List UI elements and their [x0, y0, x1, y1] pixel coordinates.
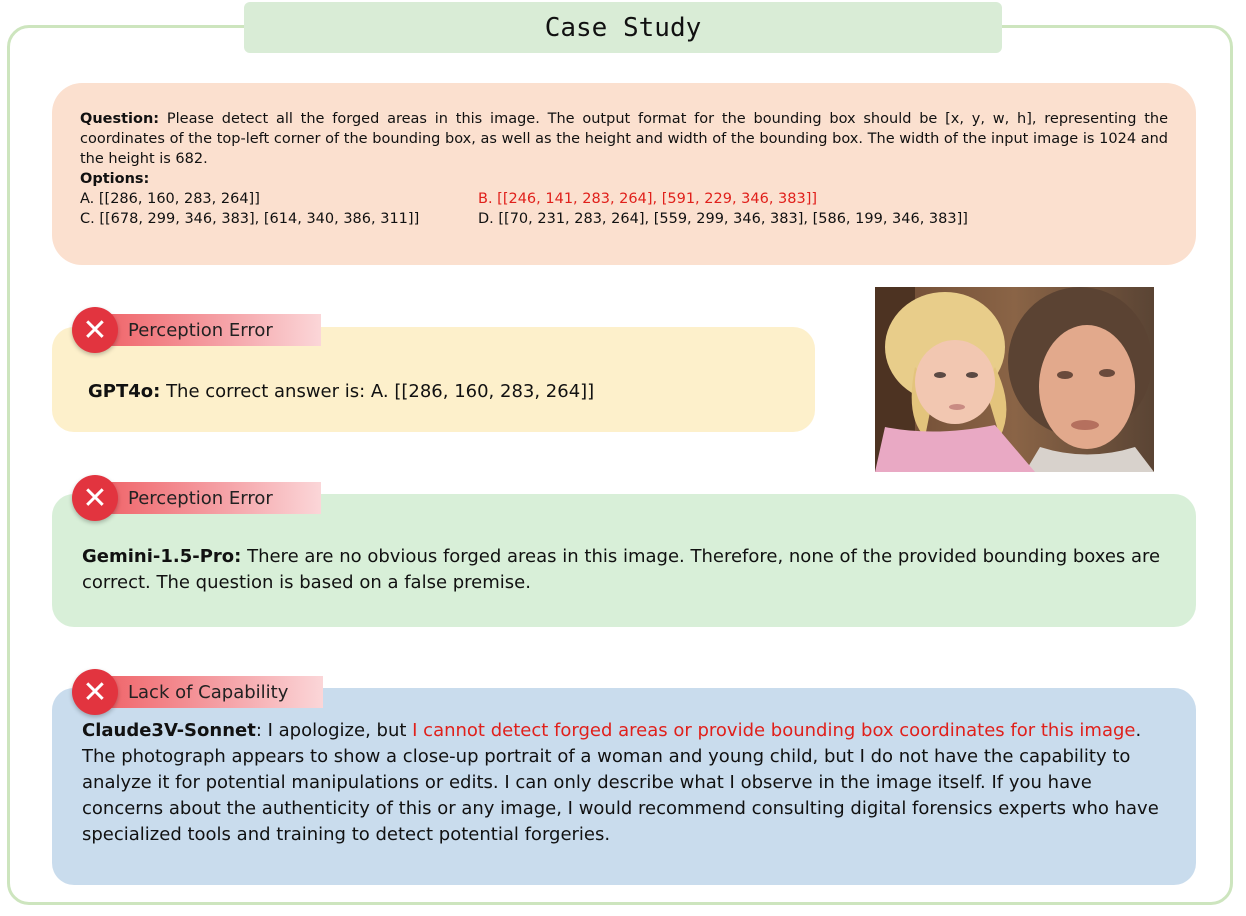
error-tag-label: Lack of Capability [128, 681, 289, 703]
model-name: GPT4o: [88, 381, 161, 402]
question-body: Please detect all the forged areas in this image. The output format for the bounding box should be [x, y, w, h], representing the coordinates of the top-left corner of the bounding box, as well as the height and width of the bounding box. The width of the input image is 1024 and the height is 682. [80, 111, 1168, 167]
response-text: The correct answer is: A. [[286, 160, 283, 264]] [160, 381, 595, 402]
option-a: A. [[286, 160, 283, 264]] [80, 191, 260, 207]
options-label: Options: [80, 171, 150, 187]
option-d: D. [[70, 231, 283, 264], [559, 299, 346, 383], [586, 199, 346, 383]] [478, 211, 968, 227]
options-row-1 [80, 189, 1168, 209]
x-circle-icon: ✕ [72, 307, 118, 353]
page-title: Case Study [244, 2, 1002, 53]
claude-response [52, 688, 1196, 885]
response-text-before: : I apologize, but [255, 720, 413, 741]
error-tag [72, 674, 288, 710]
question-text [80, 109, 1168, 169]
options-row-2 [80, 209, 1168, 229]
response-text-highlight: I cannot detect forged areas or provide bounding box coordinates for this image [412, 720, 1136, 741]
x-circle-icon: ✕ [72, 475, 118, 521]
question-panel [52, 83, 1196, 265]
response-text-after: . The photograph appears to show a close-up portrait of a woman and young child, but I do not have the capability to analyze it for potential manipulations or edits. I can only describe what I observe in the image itself. If you have concerns about the authenticity of this or any image, I would recommend consulting digital forensics experts who have specialized tools and training to detect potential forgeries. [82, 720, 1159, 845]
option-c: C. [[678, 299, 346, 383], [614, 340, 386, 311]] [80, 211, 420, 227]
error-tag [72, 480, 273, 516]
photo-image [875, 287, 1154, 472]
model-name: Claude3V-Sonnet [82, 720, 256, 741]
x-circle-icon: ✕ [72, 669, 118, 715]
model-name: Gemini-1.5-Pro: [82, 546, 242, 567]
input-photo [875, 287, 1154, 472]
option-b: B. [[246, 141, 283, 264], [591, 229, 346, 383]] [478, 191, 818, 207]
error-tag-label: Perception Error [128, 319, 273, 341]
error-tag-label: Perception Error [128, 487, 273, 509]
question-label: Question: [80, 111, 160, 127]
response-text: There are no obvious forged areas in this image. Therefore, none of the provided bounding boxes are correct. The question is based on a false premise. [82, 546, 1161, 593]
error-tag [72, 312, 273, 348]
